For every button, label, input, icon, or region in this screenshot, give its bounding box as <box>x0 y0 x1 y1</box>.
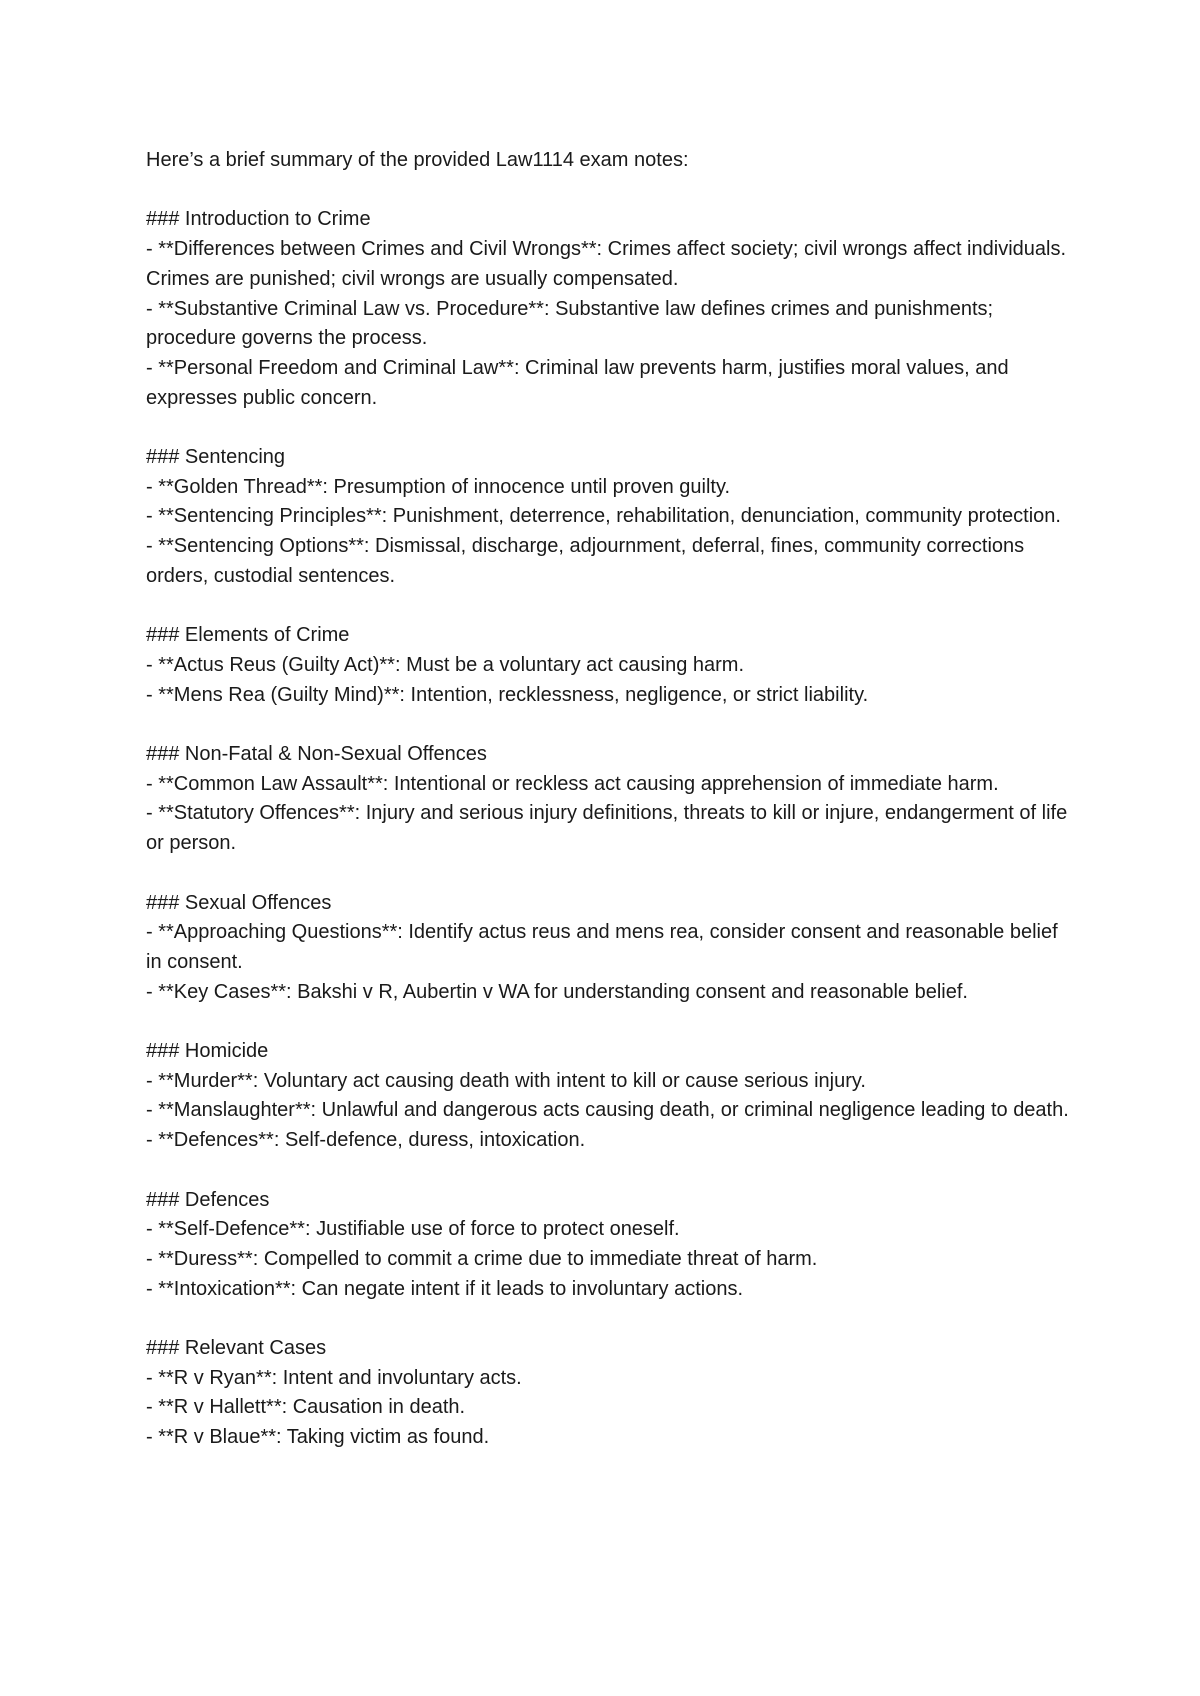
list-item: - **Sentencing Options**: Dismissal, discharge, adjournment, deferral, fines, community corrections orders, custodial sentences. <box>146 535 1025 587</box>
section-heading: ### Relevant Cases <box>146 1337 327 1359</box>
section-non-fatal-offences <box>146 740 1076 859</box>
list-item: - **Key Cases**: Bakshi v R, Aubertin v WA for understanding consent and reasonable belief. <box>146 980 968 1003</box>
section-heading: ### Defences <box>146 1188 270 1211</box>
section-homicide <box>146 1037 1076 1156</box>
list-item: - **R v Blaue**: Taking victim as found. <box>146 1426 490 1449</box>
list-item: - **Murder**: Voluntary act causing death with intent to kill or cause serious injury. <box>146 1069 866 1092</box>
list-item: - **Differences between Crimes and Civil Wrongs**: Crimes affect society; civil wrongs affect individuals. Crimes are punished; civil wrongs are usually compensated. <box>146 238 1066 290</box>
list-item: - **Duress**: Compelled to commit a crime due to immediate threat of harm. <box>146 1247 818 1270</box>
section-heading: ### Sexual Offences <box>146 891 332 914</box>
list-item: - **Actus Reus (Guilty Act)**: Must be a voluntary act causing harm. <box>146 653 745 676</box>
section-elements-of-crime <box>146 621 1076 710</box>
list-item: - **Common Law Assault**: Intentional or reckless act causing apprehension of immediate harm. <box>146 772 999 795</box>
list-item: - **Mens Rea (Guilty Mind)**: Intention, recklessness, negligence, or strict liability. <box>146 683 869 706</box>
section-heading: ### Introduction to Crime <box>146 208 371 231</box>
section-sentencing <box>146 443 1076 592</box>
section-defences <box>146 1186 1076 1305</box>
list-item: - **Approaching Questions**: Identify actus reus and mens rea, consider consent and reasonable belief in consent. <box>146 921 1058 973</box>
section-heading: ### Sentencing <box>146 446 286 468</box>
list-item: - **Defences**: Self-defence, duress, intoxication. <box>146 1129 586 1152</box>
section-introduction-to-crime <box>146 205 1076 413</box>
list-item: - **R v Ryan**: Intent and involuntary acts. <box>146 1366 522 1389</box>
list-item: - **Manslaughter**: Unlawful and dangerous acts causing death, or criminal negligence leading to death. <box>146 1099 1069 1122</box>
list-item: - **Personal Freedom and Criminal Law**: Criminal law prevents harm, justifies moral values, and expresses public concern. <box>146 356 1009 409</box>
document-body <box>146 146 1076 1453</box>
list-item: - **Intoxication**: Can negate intent if it leads to involuntary actions. <box>146 1277 744 1300</box>
list-item: - **Statutory Offences**: Injury and serious injury definitions, threats to kill or injure, endangerment of life or person. <box>146 802 1068 855</box>
list-item: - **Self-Defence**: Justifiable use of force to protect oneself. <box>146 1218 680 1241</box>
list-item: - **R v Hallett**: Causation in death. <box>146 1396 466 1419</box>
section-sexual-offences <box>146 889 1076 1008</box>
section-relevant-cases <box>146 1334 1076 1453</box>
intro-text: Here’s a brief summary of the provided Law1114 exam notes: <box>146 149 689 171</box>
section-heading: ### Elements of Crime <box>146 624 350 647</box>
list-item: - **Substantive Criminal Law vs. Procedure**: Substantive law defines crimes and punishments; procedure governs the process. <box>146 297 994 350</box>
section-heading: ### Homicide <box>146 1040 269 1062</box>
list-item: - **Golden Thread**: Presumption of innocence until proven guilty. <box>146 475 731 498</box>
section-heading: ### Non-Fatal & Non-Sexual Offences <box>146 743 487 765</box>
list-item: - **Sentencing Principles**: Punishment, deterrence, rehabilitation, denunciation, community protection. <box>146 505 1061 528</box>
